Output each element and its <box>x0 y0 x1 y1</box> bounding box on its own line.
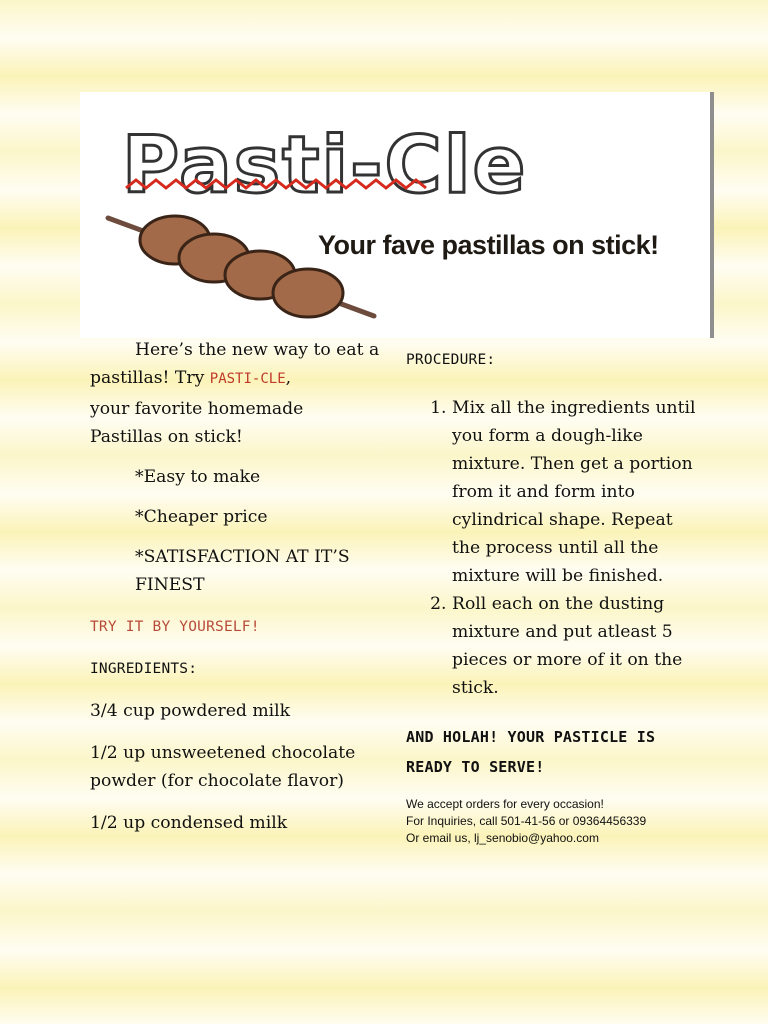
intro-comma: , <box>285 368 292 388</box>
try-heading: TRY IT BY YOURSELF! <box>90 619 260 635</box>
contact-line: We accept orders for every occasion! <box>406 797 604 811</box>
contact-line: For Inquiries, call 501-41-56 or 09364456339 <box>406 814 647 828</box>
feature-price: *Cheaper price <box>135 507 268 527</box>
tagline-text: Your fave pastillas on stick! <box>318 230 659 260</box>
procedure-step: 1. Mix all the ingredients until you form a dough-like mixture. Then get a portion from it and form into cylindrical shape. Repeat the process until all the mixture will be finished. <box>452 394 706 590</box>
intro-paragraph <box>90 336 380 393</box>
banner <box>80 92 714 338</box>
procedure-heading: PROCEDURE: <box>406 352 496 368</box>
intro-paragraph-2: your favorite homemade Pastillas on stick! <box>90 399 304 447</box>
left-column <box>90 336 380 837</box>
procedure-step: 2. Roll each on the dusting mixture and put atleast 5 pieces or more of it on the stick. <box>452 590 706 702</box>
ingredients-heading: INGREDIENTS: <box>90 661 198 677</box>
brand-name: PASTI-CLE <box>209 371 286 387</box>
banner-edge <box>710 92 714 338</box>
intro-text: Here’s the new way to eat a pastillas! Try <box>90 340 380 388</box>
right-column <box>406 346 706 847</box>
procedure-steps <box>406 394 706 702</box>
ingredient-item: 1/2 up unsweetened chocolate powder (for chocolate flavor) <box>90 743 356 791</box>
contact-line: Or email us, lj_senobio@yahoo.com <box>406 831 599 845</box>
feature-easy: *Easy to make <box>135 467 261 487</box>
ingredient-item: 3/4 cup powdered milk <box>90 701 291 721</box>
contact-info <box>406 796 706 847</box>
ingredient-item: 1/2 up condensed milk <box>90 813 288 833</box>
feature-satisfaction: *SATISFACTION AT IT’S FINEST <box>135 547 350 595</box>
logo-text: Pasti-Cle <box>122 121 528 211</box>
closing-message: AND HOLAH! YOUR PASTICLE IS READY TO SERVE! <box>406 728 656 776</box>
banner-art <box>80 92 714 338</box>
